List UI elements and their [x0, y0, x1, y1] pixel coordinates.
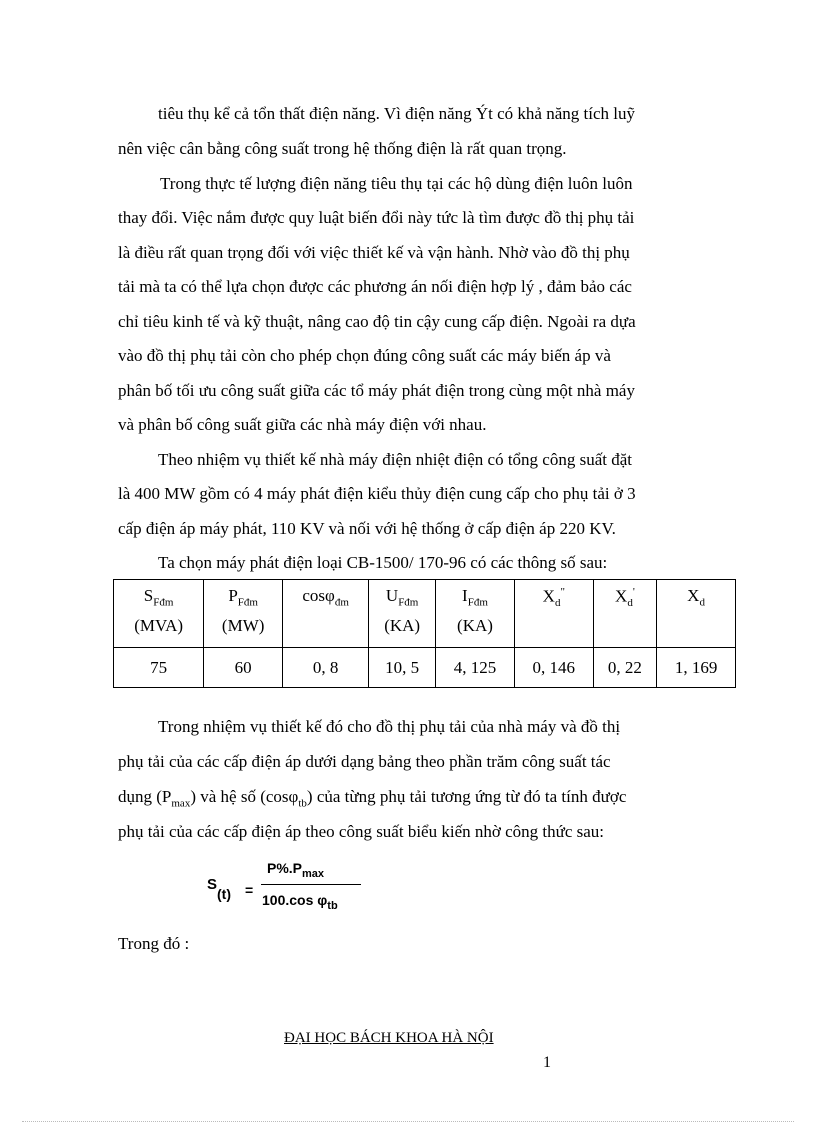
apparent-power-formula [207, 858, 367, 918]
header-cell: $S_{Fđm}$ (MVA) [114, 580, 204, 648]
header-cell: $X_d'$ [593, 580, 656, 648]
paragraph-2-line-2: thay đổi. Việc nắm được quy luật biến đổi này tức là tìm được đồ thị phụ tải [118, 208, 635, 227]
paragraph-2-line-5: chỉ tiêu kinh tế và kỹ thuật, nâng cao độ tin cậy cung cấp điện. Ngoài ra dựa [118, 312, 636, 331]
table-intro: Ta chọn máy phát điện loại CB-1500/ 170-96 có các thông số sau: [158, 553, 608, 572]
header-cell: $U_{Fđm}$ (KA) [369, 580, 436, 648]
paragraph-4-line-3: dụng $(P_{max})$ và hệ số (cosφ$_{tb}$) của từng phụ tải tương ứng từ đó ta tính được [118, 787, 627, 810]
value-cell: 0, 22 [593, 648, 656, 688]
formula-lhs: $S_{(t)}$ [207, 876, 232, 902]
paragraph-4-line-1: Trong nhiệm vụ thiết kế đó cho đồ thị phụ tải của nhà máy và đồ thị [158, 717, 621, 736]
value-cell: 0, 8 [283, 648, 369, 688]
value-cell: 1, 169 [657, 648, 736, 688]
value-cell: 4, 125 [436, 648, 515, 688]
paragraph-4-line-4: phụ tải của các cấp điện áp theo công suất biểu kiến nhờ công thức sau: [118, 822, 605, 841]
paragraph-3-line-3: cấp điện áp máy phát, 110 KV và nối với hệ thống ở cấp điện áp 220 KV. [118, 519, 616, 538]
paragraph-1-line-1 [158, 104, 694, 124]
header-cell: $X_d^"$ [514, 580, 593, 648]
paragraph-2-line-3: là điều rất quan trọng đối với việc thiết kế và vận hành. Nhờ vào đồ thị phụ [118, 243, 630, 262]
table-header-row [114, 580, 736, 648]
table-value-row [114, 648, 736, 688]
paragraph-2-line-6: vào đồ thị phụ tải còn cho phép chọn đúng công suất các máy biến áp và [118, 346, 611, 365]
formula-numerator: $P\%.P_{max}$ [267, 860, 325, 880]
generator-spec-table [113, 579, 736, 688]
value-cell: 75 [114, 648, 204, 688]
paragraph-2-line-8: và phân bố công suất giữa các nhà máy điện với nhau. [118, 415, 487, 434]
header-cell: $I_{Fđm}$ (KA) [436, 580, 515, 648]
text-line: tiêu thụ kể cả tổn thất điện năng. Vì điện năng Ýt có khả năng tích luỹ [158, 104, 635, 123]
where-label: Trong đó : [118, 934, 190, 953]
header-cell: $P_{Fđm}$ (MW) [204, 580, 283, 648]
header-cell: $X_d$ [657, 580, 736, 648]
value-cell: 0, 146 [514, 648, 593, 688]
paragraph-3-line-1: Theo nhiệm vụ thiết kế nhà máy điện nhiệt điện có tổng công suất đặt [158, 450, 632, 469]
page-divider [22, 1121, 794, 1122]
value-cell: 10, 5 [369, 648, 436, 688]
paragraph-2-line-4: tải mà ta có thể lựa chọn được các phương án nối điện hợp lý , đảm bảo các [118, 277, 632, 296]
paragraph-2-line-1: Trong thực tế lượng điện năng tiêu thụ tại các hộ dùng điện luôn luôn [160, 174, 633, 193]
paragraph-3-line-2: là 400 MW gồm có 4 máy phát điện kiểu thủy điện cung cấp cho phụ tải ở 3 [118, 484, 636, 503]
fraction-bar [261, 884, 361, 885]
value-cell: 60 [204, 648, 283, 688]
paragraph-1-line-2: nên việc cân bằng công suất trong hệ thống điện là rất quan trọng. [118, 139, 567, 158]
formula-equals: = [245, 882, 254, 898]
formula-denominator: 100.cos $\varphi_{tb}$ [262, 892, 338, 912]
header-cell: cosφ$_{đm}$ [283, 580, 369, 648]
footer-university: ĐẠI HỌC BÁCH KHOA HÀ NỘI [284, 1030, 494, 1046]
page-number: 1 [543, 1054, 551, 1071]
paragraph-4-line-2: phụ tải của các cấp điện áp dưới dạng bảng theo phần trăm công suất tác [118, 752, 611, 771]
paragraph-2-line-7: phân bố tối ưu công suất giữa các tổ máy phát điện trong cùng một nhà máy [118, 381, 635, 400]
